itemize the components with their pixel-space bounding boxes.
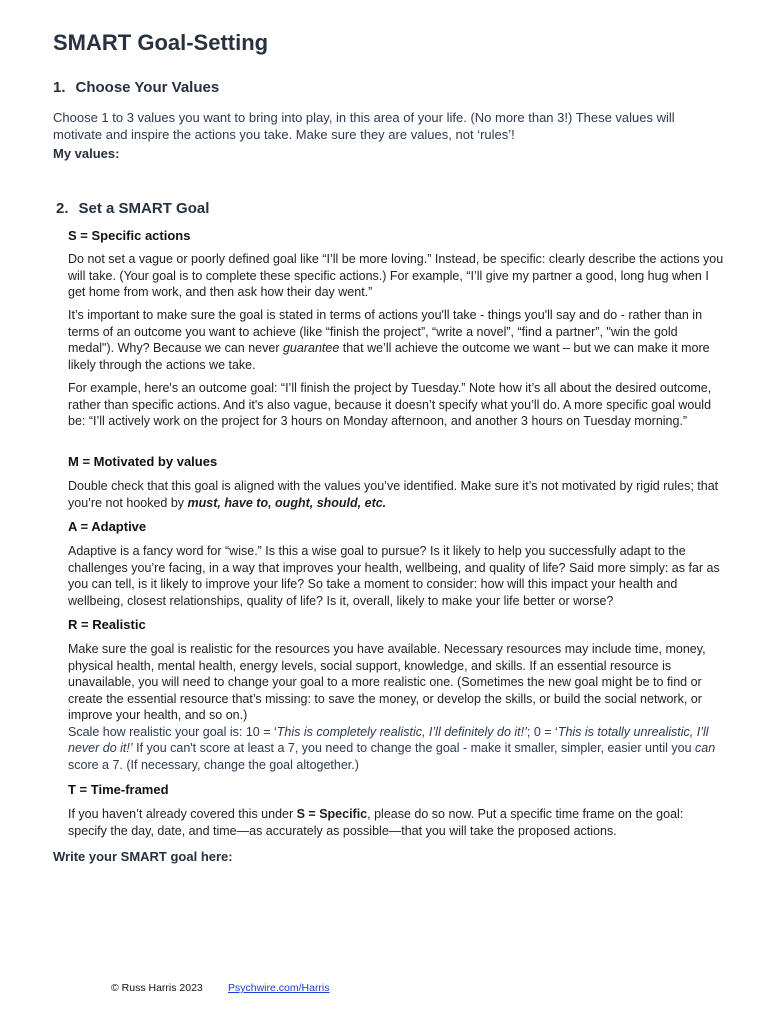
- section2-title: Set a SMART Goal: [78, 200, 210, 217]
- section2-number: 2.: [56, 200, 69, 217]
- motivated-emphasis: must, have to, ought, should, etc.: [187, 495, 387, 510]
- specific-heading: S = Specific actions: [68, 228, 191, 243]
- motivated-p1-block: [68, 478, 724, 511]
- time-framed-section: [68, 782, 724, 797]
- realistic-paragraph: Make sure the goal is realistic for the resources you have available. Necessary resources may include time, money, physical health, mental health, energy levels, social support, knowledge, and skills. If an essential resource is unavailable, you will need to change your goal to a more realistic one. (Sometimes the new goal might be to find or create the essential resource that’s missing: to save the money, or develop the skills, or build the social network, or improve your health, and so on.): [68, 642, 706, 722]
- footer-link[interactable]: Psychwire.com/Harris: [228, 982, 330, 994]
- adaptive-heading: A = Adaptive: [68, 519, 147, 534]
- specific-p2-block: [68, 307, 724, 373]
- realistic-section: [68, 617, 724, 632]
- specific-paragraph-2: [68, 307, 724, 373]
- write-goal-label: Write your SMART goal here:: [53, 849, 233, 864]
- section1-intro: Choose 1 to 3 values you want to bring into play, in this area of your life. (No more than 3!) These values will motivate and inspire the actions you take. Make sure they are values, not ‘rules’!: [53, 110, 675, 142]
- scale-text-c: If you can't score at least a 7, you need to change the goal - make it smaller, simpler, easier until you: [132, 741, 696, 755]
- realistic-p1-block: [68, 641, 724, 773]
- time-framed-paragraph: [68, 806, 724, 839]
- motivated-text: Double check that this goal is aligned with the values you’ve identified. Make sure it’s not motivated by rigid rules; that you’re not hooked by: [68, 479, 719, 510]
- time-text-a: If you haven’t already covered this under: [68, 807, 297, 821]
- section1-heading: [53, 79, 219, 96]
- realistic-scale-paragraph: [68, 724, 724, 774]
- specific-p1-block: [68, 251, 724, 301]
- page-title: SMART Goal-Setting: [53, 30, 269, 55]
- section2-heading: [56, 200, 209, 217]
- time-framed-heading: T = Time-framed: [68, 782, 169, 797]
- time-framed-p1-block: [68, 806, 724, 839]
- specific-p2-text-a: It’s important to make sure the goal is stated in terms of actions you'll take - things you'll say and do - rather than in terms of an outcome you want to achieve (like “finish the project”, “write a novel”, “find a partner”, "win the gold medal"). Why? Because we can never: [68, 308, 703, 355]
- adaptive-section: [68, 519, 724, 534]
- adaptive-paragraph: Adaptive is a fancy word for “wise.” Is this a wise goal to pursue? Is it likely to help you successfully adapt to the challenges you’re facing, in a way that improves your health, wellbeing, and quality of life? Said more simply: as far as you can tell, is it likely to improve your life? So take a moment to consider: how will this impact your health and wellbeing, closest relationships, quality of life? Is it, overall, likely to make your life better or worse?: [68, 544, 720, 608]
- my-values-label: My values:: [53, 146, 120, 161]
- scale-text-b: ; 0 = ‘: [526, 724, 558, 739]
- realistic-heading: R = Realistic: [68, 617, 146, 632]
- specific-paragraph-3: For example, here's an outcome goal: “I’ll finish the project by Tuesday.” Note how it’s all about the desired outcome, rather than specific actions. And it's also vague, because it doesn’t specify what you’ll do. A more specific goal would be: “I’ll actively work on the project for 3 hours on Monday afternoon, and another 3 hours on Tuesday morning.”: [68, 381, 712, 428]
- section1-number: 1.: [53, 79, 66, 96]
- scale-emphasis-2: This is totally unrealistic, I’ll never do it!’: [68, 724, 709, 755]
- scale-text-d: score a 7. (If necessary, change the goal altogether.): [68, 757, 359, 772]
- scale-text-a: Scale how realistic your goal is: 10 = ‘: [68, 724, 277, 739]
- time-strong: S = Specific: [296, 807, 368, 821]
- footer-copyright: © Russ Harris 2023: [111, 982, 203, 994]
- motivated-heading: M = Motivated by values: [68, 454, 218, 469]
- section1-title: Choose Your Values: [75, 79, 220, 96]
- specific-p2-text-b: that we’ll achieve the outcome we want – but we can make it more likely through the actions we take.: [68, 341, 710, 372]
- scale-emphasis-1: This is completely realistic, I’ll definitely do it!’: [276, 724, 527, 739]
- specific-section: [68, 228, 724, 243]
- specific-p2-emphasis: guarantee: [282, 341, 340, 355]
- scale-emphasis-3: can: [695, 741, 716, 755]
- specific-paragraph-1: Do not set a vague or poorly defined goal like “I’ll be more loving.” Instead, be specific: clearly describe the actions you will take. (Your goal is to complete these specific actions.) For example, “I’ll give my partner a good, long hug when I get home from work, and then ask how their day went.”: [68, 252, 724, 299]
- specific-p3-block: [68, 380, 724, 430]
- motivated-section: [68, 454, 724, 469]
- time-text-b: , please do so now. Put a specific time frame on the goal: specify the day, date, and time—as accurately as possible—that you will take the proposed actions.: [68, 807, 684, 838]
- adaptive-p1-block: [68, 543, 724, 609]
- motivated-paragraph: [68, 478, 724, 511]
